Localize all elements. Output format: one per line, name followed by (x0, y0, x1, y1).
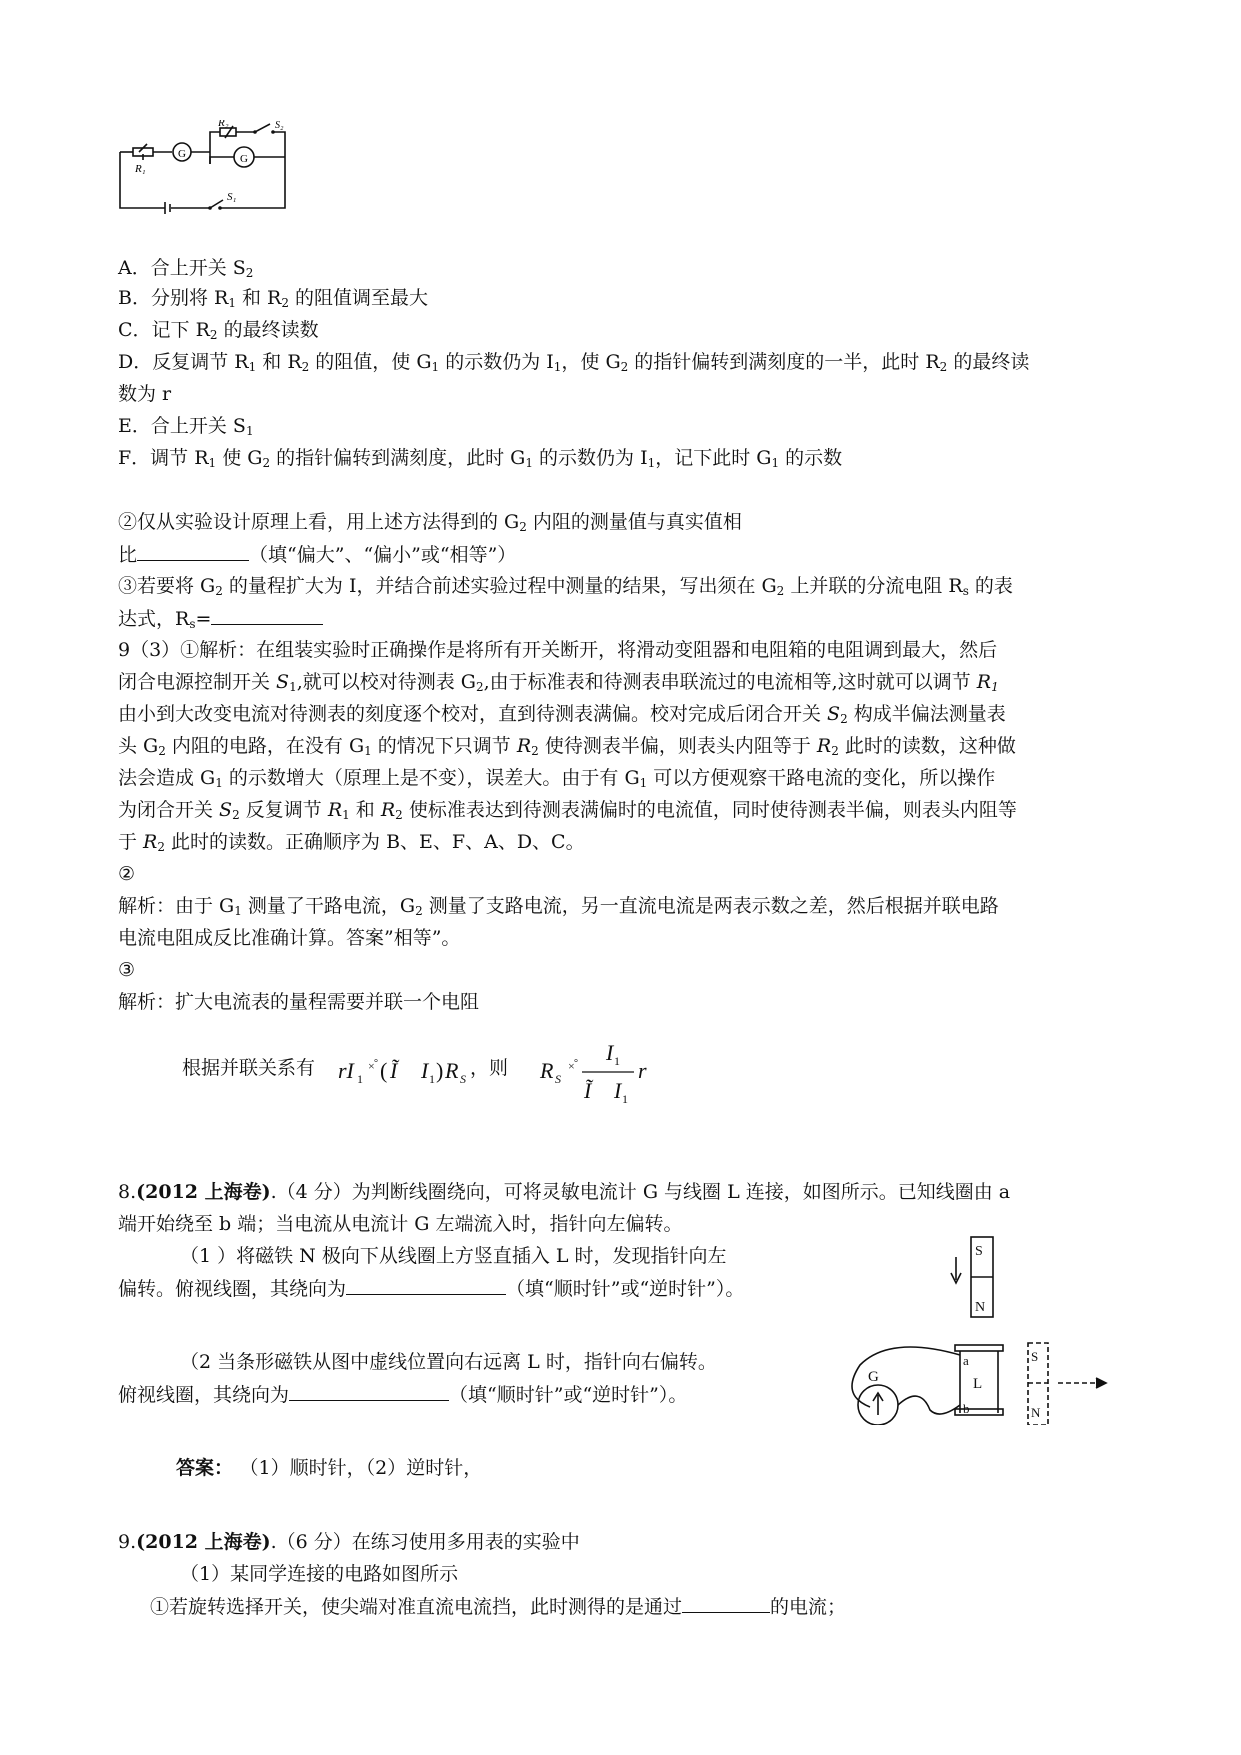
svg-text:1: 1 (357, 1072, 363, 1086)
analysis-line: 头 $G_2$ 内阻的电路，在没有 $G_1$ 的情况下只调节 $R_2$ 使待测表半偏，则表头内阻等于 $R_2$ 此时的读数，这种做 (118, 735, 1016, 758)
formula-prefix: 根据并联关系有 (182, 1057, 316, 1079)
svg-text:rI: rI (338, 1058, 354, 1083)
analysis-line: ③ (118, 959, 136, 981)
q8-part1-blank[interactable] (346, 1276, 506, 1295)
q3-line1: ③若要将 $G_2$ 的量程扩大为 I，并结合前述实验过程中测量的结果，写出须在 $G_2$ 上并联的分流电阻 $R_s$ 的表 (118, 575, 1013, 598)
q8-part2-line2: 俯视线圈，其绕向为 （填“顺时针”或“逆时针”）。 (118, 1384, 688, 1406)
svg-text:Ĩ: Ĩ (390, 1058, 398, 1083)
q2-answer-blank[interactable] (137, 542, 249, 561)
svg-text:S: S (555, 1072, 561, 1086)
coil-a-label: a (963, 1353, 969, 1368)
analysis-line: 于 $R_2$ 此时的读数。正确顺序为 B、E、F、A、D、C。 (118, 831, 585, 854)
analysis-line: 9（3）①解析：在组装实验时正确操作是将所有开关断开，将滑动变阻器和电阻箱的电阻调到最大，然后 (118, 639, 998, 661)
q8-heading: 8.(2012 上海卷).（4 分）为判断线圈绕向，可将灵敏电流计 G 与线圈 L 连接，如图所示。已知线圈由 a (118, 1181, 1011, 1203)
svg-text:1: 1 (622, 1092, 628, 1106)
q8-part2-blank[interactable] (289, 1382, 449, 1401)
q8-part2-line1: （2 当条形磁铁从图中虚线位置向右远离 L 时，指针向右偏转。 (180, 1351, 717, 1373)
analysis-line: ② (118, 863, 136, 885)
analysis-line: 法会造成 $G_1$ 的示数增大（原理上是不变），误差大。由于有 $G_1$ 可以方便观察干路电流的变化，所以操作 (118, 767, 996, 790)
q9-line3: ①若旋转选择开关，使尖端对准直流电流挡，此时测得的是通过 的电流； (150, 1596, 847, 1618)
analysis-line: 电流电阻成反比准确计算。答案”相等”。 (118, 927, 461, 949)
option-a: A．合上开关 $S_2$ (118, 257, 254, 280)
option-f: F．调节 $R_1$ 使 $G_2$ 的指针偏转到满刻度，此时 $G_1$ 的示数仍为 $I_1$，记下此时 $G_1$ 的示数 (118, 447, 843, 470)
svg-text:×: × (368, 1059, 375, 1073)
formula-mid: ，则 (470, 1057, 509, 1079)
option-e: E．合上开关 $S_1$ (118, 415, 254, 438)
svg-text:R: R (540, 1058, 554, 1083)
q8-part1-line2: 偏转。俯视线圈，其绕向为 （填“顺时针”或“逆时针”）。 (118, 1278, 745, 1300)
analysis-line: 为闭合开关 $S_2$ 反复调节 $R_1$ 和 $R_2$ 使标准表达到待测表满偏时的电流值，同时使待测表半偏，则表头内阻等 (118, 799, 1017, 822)
q9-blank[interactable] (682, 1594, 770, 1613)
r1-label: R₁ (135, 163, 146, 175)
svg-text:I: I (421, 1058, 429, 1083)
svg-text:I: I (614, 1078, 622, 1103)
svg-text:1: 1 (429, 1072, 435, 1086)
q8-part1-line1: （1 ）将磁铁 N 极向下从线圈上方竖直插入 L 时，发现指针向左 (180, 1245, 727, 1267)
svg-text:I: I (606, 1040, 614, 1065)
coil-l-label: L (973, 1376, 983, 1392)
q9-heading: 9.(2012 上海卷).（6 分）在练习使用多用表的实验中 (118, 1531, 580, 1553)
svg-text:S: S (460, 1072, 466, 1086)
answer-label: 答案： (176, 1457, 234, 1479)
circuit-diagram (115, 120, 315, 235)
magnet-s-label: S (975, 1244, 983, 1259)
svg-text:°: ° (374, 1058, 378, 1069)
galvanometer-label: G (868, 1369, 879, 1385)
svg-text:): ) (436, 1058, 444, 1083)
analysis-line: 闭合电源控制开关 $S_1$,就可以校对待测表 $G_2$,由于标准表和待测表串联流过的电流相等,这时就可以调节 $R_1$ (118, 671, 999, 694)
option-c: C．记下 $R_2$ 的最终读数 (118, 319, 319, 342)
analysis-line: 解析：扩大电流表的量程需要并联一个电阻 (118, 991, 480, 1013)
g2-label: G (240, 153, 248, 165)
answer-text: （1）顺时针，（2）逆时针， (249, 1457, 483, 1479)
svg-text:Ĩ: Ĩ (584, 1078, 592, 1103)
coil-diagram (830, 1235, 1130, 1425)
svg-text:°: ° (574, 1058, 578, 1069)
q3-line2: 达式，$R_s=$ (118, 606, 323, 636)
q8-line2: 端开始绕至 b 端；当电流从电流计 G 左端流入时，指针向左偏转。 (118, 1213, 683, 1235)
coil-b-label: b (963, 1401, 970, 1416)
q2-line2: 比 （填“偏大”、“偏小”或“相等”） (118, 544, 517, 566)
formula-expression (328, 1030, 708, 1110)
q2-line1: ②仅从实验设计原理上看，用上述方法得到的 $G_2$ 内阻的测量值与真实值相 (118, 511, 742, 534)
svg-text:R: R (445, 1058, 459, 1083)
svg-text:1: 1 (614, 1054, 620, 1068)
analysis-line: 由小到大改变电流对待测表的刻度逐个校对，直到待测表满偏。校对完成后闭合开关 $S_2$ 构成半偏法测量表 (118, 703, 1006, 726)
answer-line (176, 1456, 482, 1480)
side-magnet-s-label: S (1031, 1349, 1039, 1364)
option-b: B．分别将 $R_1$ 和 $R_2$ 的阻值调至最大 (118, 287, 429, 310)
side-magnet-n-label: N (1031, 1405, 1041, 1420)
r2-label: R₂ (218, 120, 229, 129)
q3-answer-blank[interactable] (211, 606, 323, 625)
svg-text:(: ( (380, 1058, 388, 1083)
option-d-cont: 数为 r (118, 383, 172, 405)
s1-label: S₁ (227, 191, 237, 203)
analysis-line: 解析：由于 $G_1$ 测量了干路电流，$G_2$ 测量了支路电流，另一直流电流是两表示数之差，然后根据并联电路 (118, 895, 999, 918)
s2-label: S₂ (275, 120, 284, 131)
g1-label: G (178, 148, 186, 160)
svg-text:r: r (638, 1058, 647, 1083)
option-d: D．反复调节 $R_1$ 和 $R_2$ 的阻值，使 $G_1$ 的示数仍为 $I_1$，使 $G_2$ 的指针偏转到满刻度的一半，此时 $R_2$ 的最终读 (118, 351, 1030, 374)
q9-line2: （1）某同学连接的电路如图所示 (180, 1563, 459, 1585)
svg-text:×: × (568, 1059, 575, 1073)
magnet-n-label: N (975, 1300, 986, 1315)
